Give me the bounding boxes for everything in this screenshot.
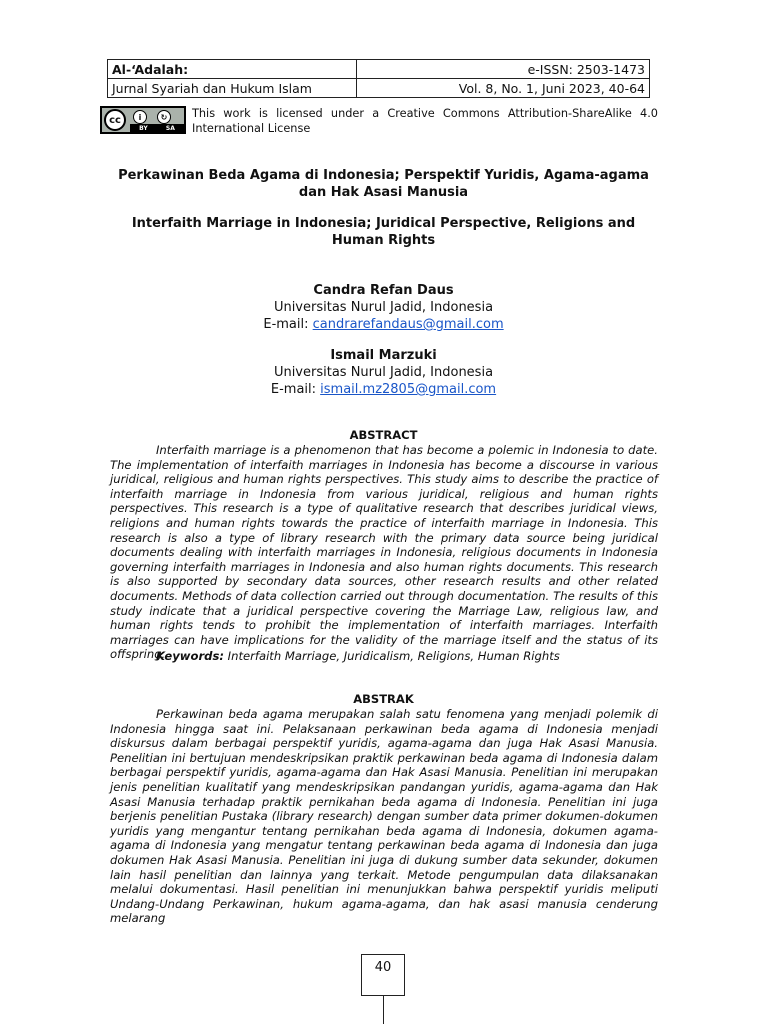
abstrak-body: Perkawinan beda agama merupakan salah satu fenomena yang menjadi polemik di Indonesia hingga saat ini. Pelaksanaan perkawinan beda agama di Indonesia menjadi diskursus dalam berbagai perspektif yuridis, agama-agama dan juga Hak Asasi Manusia. Penelitian ini bertujuan mendeskripsikan praktik perkawinan beda agama di Indonesia dalam berbagai perspektif yuridis, agama-agama dan Hak Asasi Manusia. Penelitian ini merupakan jenis penelitian kualitatif yang mendeskripsikan pandangan yuridis, agama-agama dan Hak Asasi Manusia terhadap praktik pernikahan beda agama di Indonesia. Penelitian ini juga berjenis penelitian Pustaka (library research) dengan sumber data primer dokumen-dokumen yuridis yang mengantur tentang pernikahan beda agama di Indonesia, dokumen agama-agama di Indonesia yang mengatur tentang perkawinan beda agama di Indonesia dan juga dokumen Hak Asasi Manusia. Penelitian ini juga di dukung sumber data sekunder, dokumen lain hasil penelitian dan lainnya yang terkait. Metode pengumpulan data dilaksanakan melalui dokumentasi. Hasil penelitian ini menunjukkan bahwa perspektif yuridis meliputi Undang-Undang Perkawinan, hukum agama-agama, dan hak asasi manusia cenderung melarang bbox=[110, 707, 658, 926]
author-name: Ismail Marzuki bbox=[330, 348, 437, 363]
abstrak-text bbox=[110, 707, 658, 926]
keywords-line bbox=[156, 649, 560, 663]
email-label: E-mail: bbox=[263, 317, 313, 332]
person-icon: i bbox=[133, 110, 147, 124]
author-1 bbox=[107, 282, 660, 333]
page-number-line bbox=[383, 996, 384, 1024]
journal-header bbox=[107, 59, 650, 98]
abstract-body: Interfaith marriage is a phenomenon that has become a polemic in Indonesia to date. The implementation of interfaith marriages in Indonesia has become a discourse in various juridical, religious and human rights perspectives. This study aims to describe the practice of interfaith marriage in Indonesia from various juridical, religious and human rights perspectives. This research is a type of qualitative research that describes juridical views, religions and human rights towards the practice of interfaith marriage in Indonesia. This research is also a type of library research with the primary data source being juridical documents dealing with interfaith marriages in Indonesia, religious documents in Indonesia governing interfaith marriages in Indonesia and also human rights documents. This research is also supported by secondary data sources, other research results and other related documents. Methods of data collection carried out through documentation. The results of this study indicate that a juridical perspective covering the Marriage Law, religious law, and human rights tends to prohibit the implementation of interfaith marriages. Interfaith marriages can have implications for the validity of the marriage itself and the status of its offspring. bbox=[110, 443, 658, 662]
page-number-box bbox=[361, 954, 405, 996]
license-block bbox=[100, 106, 660, 136]
badge-by-label: BY bbox=[139, 124, 148, 132]
author-name: Candra Refan Daus bbox=[313, 283, 454, 298]
license-text: This work is licensed under a Creative Commons Attribution-ShareAlike 4.0 International License bbox=[192, 107, 658, 135]
abstract-heading: ABSTRACT bbox=[349, 428, 418, 442]
keywords-values: Interfaith Marriage, Juridicalism, Religions, Human Rights bbox=[224, 649, 560, 663]
share-alike-icon: ↻ bbox=[157, 110, 171, 124]
journal-name: Al-‘Adalah: bbox=[108, 60, 357, 79]
author-affiliation: Universitas Nurul Jadid, Indonesia bbox=[273, 365, 494, 380]
abstrak-heading: ABSTRAK bbox=[353, 692, 414, 706]
author-2 bbox=[107, 347, 660, 398]
journal-volume: Vol. 8, No. 1, Juni 2023, 40-64 bbox=[357, 79, 650, 98]
page-number: 40 bbox=[374, 960, 392, 975]
journal-issn: e-ISSN: 2503-1473 bbox=[357, 60, 650, 79]
badge-sa-label: SA bbox=[165, 124, 175, 132]
email-label: E-mail: bbox=[270, 382, 321, 397]
badge-strip bbox=[130, 124, 184, 132]
title-indonesian: Perkawinan Beda Agama di Indonesia; Perspektif Yuridis, Agama-agama dan Hak Asasi Manusia bbox=[118, 168, 649, 200]
abstract-text bbox=[110, 443, 658, 662]
cc-by-sa-badge[interactable] bbox=[100, 106, 186, 134]
keywords-label: Keywords: bbox=[156, 649, 224, 663]
author-email-link[interactable]: candrarefandaus@gmail.com bbox=[312, 317, 504, 332]
cc-icon: cc bbox=[104, 109, 126, 131]
author-email-link[interactable]: ismail.mz2805@gmail.com bbox=[320, 382, 497, 397]
journal-subtitle: Jurnal Syariah dan Hukum Islam bbox=[108, 79, 357, 98]
author-email-line bbox=[107, 316, 660, 333]
title-english: Interfaith Marriage in Indonesia; Juridical Perspective, Religions and Human Rights bbox=[131, 216, 636, 248]
author-affiliation: Universitas Nurul Jadid, Indonesia bbox=[273, 300, 494, 315]
author-email-line bbox=[107, 381, 660, 398]
